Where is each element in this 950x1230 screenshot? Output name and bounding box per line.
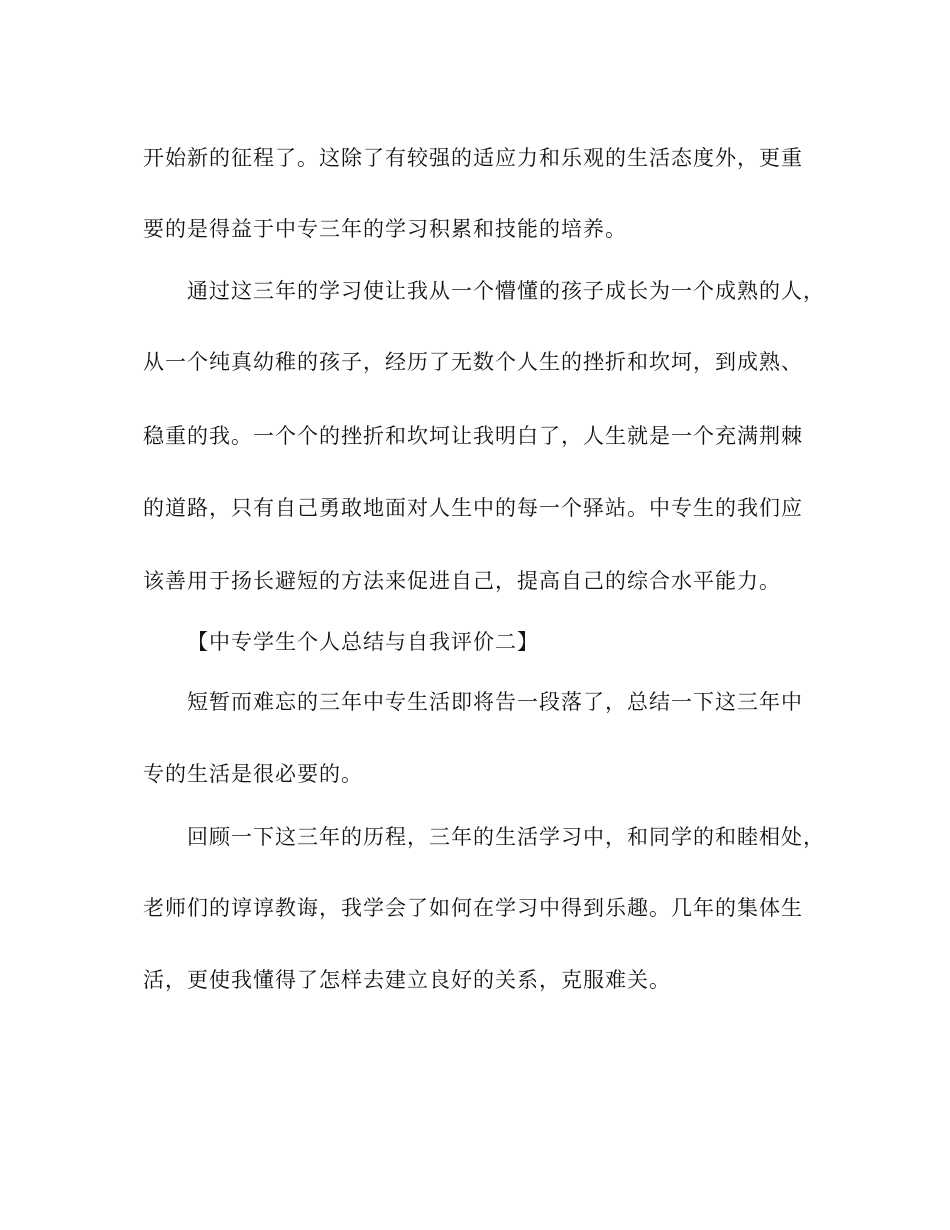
paragraph-line: 老师们的谆谆教诲，我学会了如何在学习中得到乐趣。几年的集体生: [143, 896, 803, 920]
paragraph-line: 通过这三年的学习使让我从一个懵懂的孩子成长为一个成熟的人，: [187, 279, 825, 303]
paragraph-line: 短暂而难忘的三年中专生活即将告一段落了，总结一下这三年中: [187, 690, 803, 714]
paragraph-line: 回顾一下这三年的历程，三年的生活学习中，和同学的和睦相处，: [187, 825, 825, 849]
section-heading: 【中专学生个人总结与自我评价二】: [187, 630, 539, 654]
paragraph-line: 从一个纯真幼稚的孩子，经历了无数个人生的挫折和坎坷，到成熟、: [143, 350, 803, 374]
paragraph-line: 要的是得益于中专三年的学习积累和技能的培养。: [143, 217, 627, 241]
paragraph-line: 该善用于扬长避短的方法来促进自己，提高自己的综合水平能力。: [143, 569, 781, 593]
paragraph-line: 稳重的我。一个个的挫折和坎坷让我明白了，人生就是一个充满荆棘: [143, 424, 803, 448]
paragraph-line: 的道路，只有自己勇敢地面对人生中的每一个驿站。中专生的我们应: [143, 496, 803, 520]
paragraph-line: 活，更使我懂得了怎样去建立良好的关系，克服难关。: [143, 968, 671, 992]
paragraph-line: 开始新的征程了。这除了有较强的适应力和乐观的生活态度外，更重: [143, 146, 803, 170]
paragraph-line: 专的生活是很必要的。: [143, 762, 363, 786]
